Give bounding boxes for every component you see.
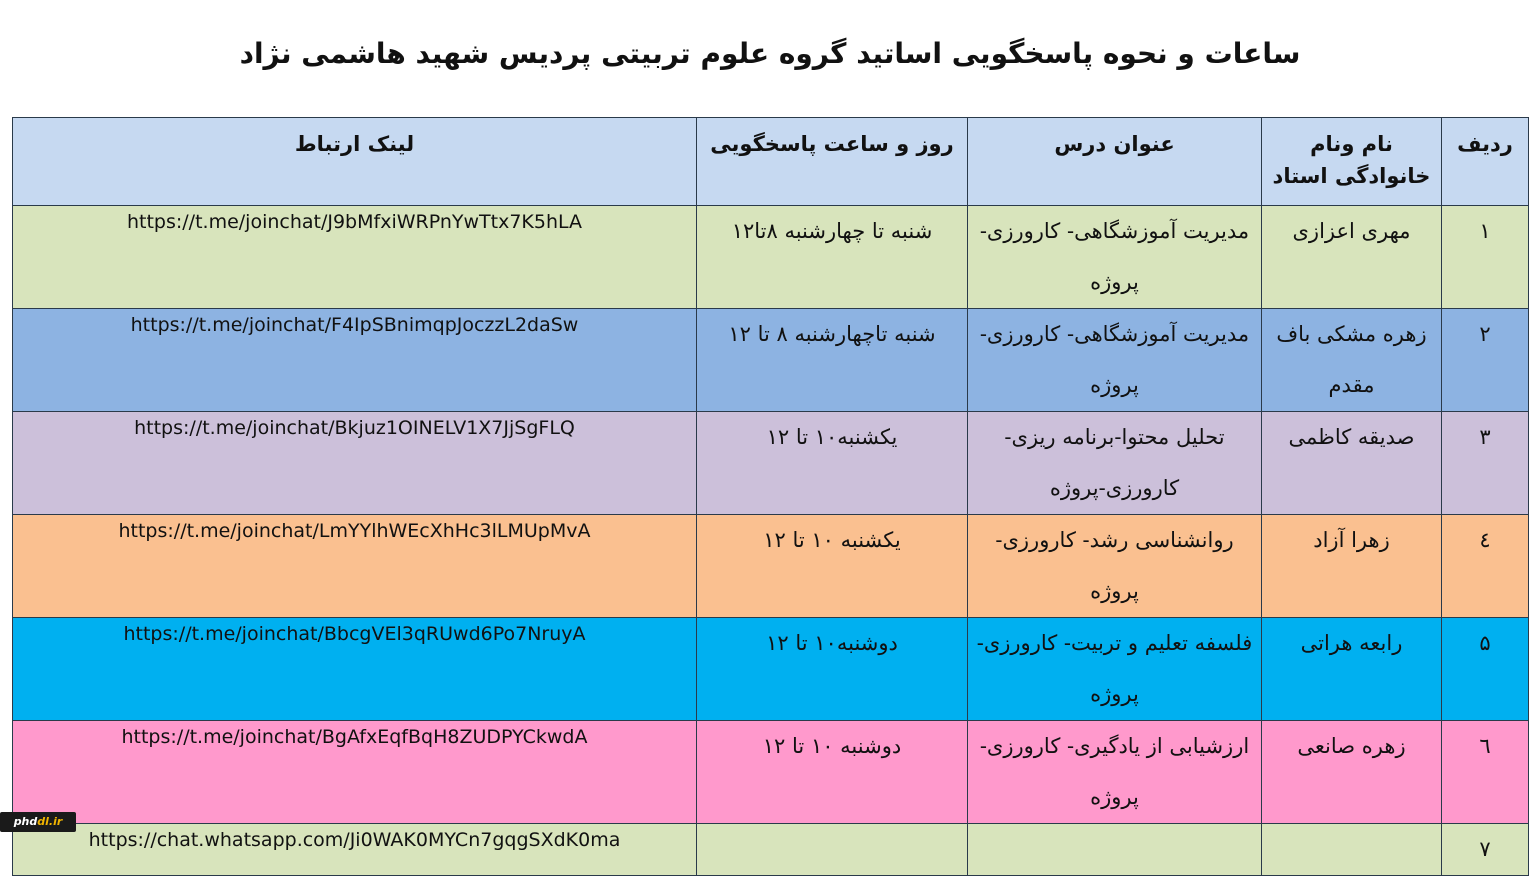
table-row bbox=[13, 412, 1529, 515]
contact-link[interactable]: https://t.me/joinchat/BbcgVEl3qRUwd6Po7NruyA bbox=[13, 618, 697, 721]
office-hours: شنبه تاچهارشنبه ۸ تا ۱۲ bbox=[697, 309, 968, 412]
course-title: مدیریت آموزشگاهی- کارورزی-پروژه bbox=[968, 206, 1262, 309]
watermark-suffix: dl.ir bbox=[37, 815, 63, 828]
row-index: ۱ bbox=[1442, 206, 1529, 309]
office-hours: شنبه تا چهارشنبه ۸تا۱۲ bbox=[697, 206, 968, 309]
contact-link[interactable]: https://t.me/joinchat/F4IpSBnimqpJoczzL2daSw bbox=[13, 309, 697, 412]
office-hours: دوشنبه ۱۰ تا ۱۲ bbox=[697, 721, 968, 824]
header-link: لینک ارتباط bbox=[13, 118, 697, 206]
header-index: ردیف bbox=[1442, 118, 1529, 206]
contact-link[interactable]: https://chat.whatsapp.com/Ji0WAK0MYCn7gqgSXdK0ma bbox=[13, 824, 697, 876]
contact-link[interactable]: https://t.me/joinchat/Bkjuz1OINELV1X7JjSgFLQ bbox=[13, 412, 697, 515]
row-index: ۳ bbox=[1442, 412, 1529, 515]
row-index: ۷ bbox=[1442, 824, 1529, 876]
table-row bbox=[13, 309, 1529, 412]
course-title: تحلیل محتوا-برنامه ریزی- کارورزی-پروژه bbox=[968, 412, 1262, 515]
office-hours: دوشنبه۱۰ تا ۱۲ bbox=[697, 618, 968, 721]
office-hours: یکشنبه ۱۰ تا ۱۲ bbox=[697, 515, 968, 618]
course-title: فلسفه تعلیم و تربیت- کارورزی-پروژه bbox=[968, 618, 1262, 721]
course-title: مدیریت آموزشگاهی- کارورزی-پروژه bbox=[968, 309, 1262, 412]
row-index: ٤ bbox=[1442, 515, 1529, 618]
instructor-name bbox=[1262, 824, 1442, 876]
site-watermark-logo bbox=[0, 812, 76, 832]
instructor-name: مهری اعزازی bbox=[1262, 206, 1442, 309]
watermark-prefix: phd bbox=[13, 815, 38, 828]
contact-link[interactable]: https://t.me/joinchat/BgAfxEqfBqH8ZUDPYCkwdA bbox=[13, 721, 697, 824]
course-title: روانشناسی رشد- کارورزی- پروژه bbox=[968, 515, 1262, 618]
course-title bbox=[968, 824, 1262, 876]
contact-link[interactable]: https://t.me/joinchat/J9bMfxiWRPnYwTtx7K5hLA bbox=[13, 206, 697, 309]
row-index: ۲ bbox=[1442, 309, 1529, 412]
table-row bbox=[13, 618, 1529, 721]
office-hours bbox=[697, 824, 968, 876]
table-row bbox=[13, 824, 1529, 876]
header-course: عنوان درس bbox=[968, 118, 1262, 206]
page-title: ساعات و نحوه پاسخگویی اساتید گروه علوم تربیتی پردیس شهید هاشمی نژاد bbox=[239, 37, 1301, 70]
table-row bbox=[13, 515, 1529, 618]
office-hours-table bbox=[12, 117, 1529, 876]
table-header-row bbox=[13, 118, 1529, 206]
table-row bbox=[13, 206, 1529, 309]
office-hours: یکشنبه۱۰ تا ۱۲ bbox=[697, 412, 968, 515]
contact-link[interactable]: https://t.me/joinchat/LmYYlhWEcXhHc3lLMUpMvA bbox=[13, 515, 697, 618]
instructor-name: زهرا آزاد bbox=[1262, 515, 1442, 618]
header-time: روز و ساعت پاسخگویی bbox=[697, 118, 968, 206]
course-title: ارزشیابی از یادگیری- کارورزی-پروژه bbox=[968, 721, 1262, 824]
row-index: ۵ bbox=[1442, 618, 1529, 721]
instructor-name: صدیقه کاظمی bbox=[1262, 412, 1442, 515]
instructor-name: زهره صانعی bbox=[1262, 721, 1442, 824]
instructor-table bbox=[12, 117, 1528, 876]
header-name: نام ونام خانوادگی استاد bbox=[1262, 118, 1442, 206]
instructor-name: زهره مشکی باف مقدم bbox=[1262, 309, 1442, 412]
row-index: ٦ bbox=[1442, 721, 1529, 824]
table-row bbox=[13, 721, 1529, 824]
instructor-name: رابعه هراتی bbox=[1262, 618, 1442, 721]
